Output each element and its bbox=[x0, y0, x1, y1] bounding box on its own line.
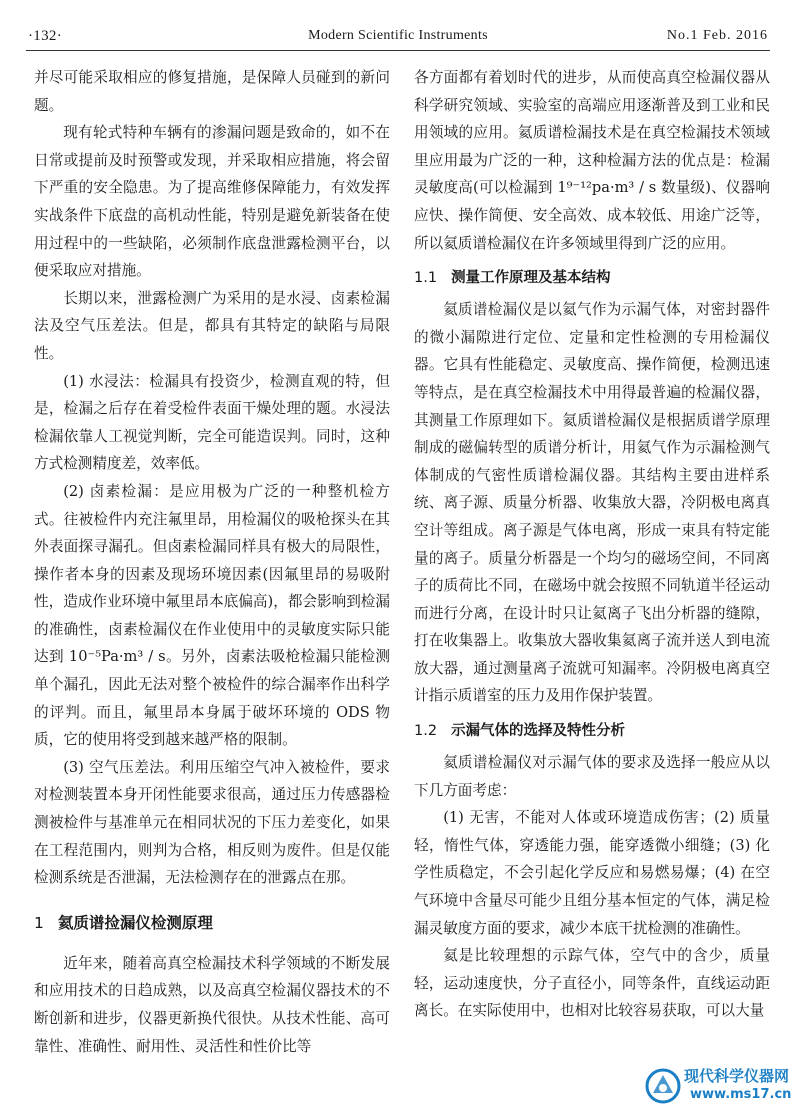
right-column bbox=[414, 64, 770, 1025]
subsection-number: 1.2 bbox=[414, 723, 438, 740]
journal-title: Modern Scientific Instruments bbox=[308, 28, 488, 43]
left-column bbox=[34, 64, 390, 1060]
subsection-heading bbox=[414, 718, 770, 745]
paragraph: 氦是比较理想的示踪气体，空气中的含少，质量轻，运动速度快，分子直径小，同等条件，直线运动距离长。在实际使用中，也相对比较容易获取，可以大量 bbox=[414, 947, 770, 1020]
subsection-heading bbox=[414, 265, 770, 292]
paragraph: (1) 水浸法：检漏具有投资少，检测直观的特，但是，检漏之后存在着受检件表面干燥处理的题。水浸法检漏依靠人工视觉判断，完全可能造误判。同时，这种方式检测精度差，效率低。 bbox=[34, 372, 390, 473]
paragraph: 氦质谱检漏仪对示漏气体的要求及选择一般应从以下几方面考虑： bbox=[414, 754, 770, 799]
section-number: 1 bbox=[34, 913, 44, 932]
section-title: 氦质谱捡漏仪检测原理 bbox=[57, 913, 213, 932]
paragraph: (2) 卤素检漏：是应用极为广泛的一种整机检方式。往被检件内充注氟里昂，用检漏仪的吸枪探头在其外表面探寻漏孔。但卤素检漏同样具有极大的局限性，操作者本身的因素及现场环境因素(因氟里昂的易吸附性，造成作业环境中氟里昂本底偏高)，都会影响到检漏的准确性，卤素检漏仪在作业使用中的灵敏度实际只能达到 10⁻⁵Pa·m³ / s。另外，卤素法吸枪检漏只能检测单个漏孔，因此无法对整个被检件的综合漏率作出科学的评判。而且，氟里昂本身属于破坏环境的 ODS 物质，它的使用将受到越来越严格的限制。 bbox=[34, 482, 390, 749]
paragraph: 各方面都有着划时代的进步，从而使高真空检漏仪器从科学研究领域、实验室的高端应用逐渐普及到工业和民用领域的应用。氦质谱检漏技术是在真空检漏技术领域里应用最为广泛的一种，这种检漏方法的优点是：检漏灵敏度高(可以检漏到 1⁹⁻¹²pa·m³ / s 数量级)、仪器响应快、操作简便、安全高效、成本较低、用途广泛等，所以氦质谱检漏仪在许多领域里得到广泛的应用。 bbox=[414, 69, 770, 252]
page-number: ·132· bbox=[28, 28, 62, 44]
paragraph: (3) 空气压差法。利用压缩空气冲入被检件，要求对检测装置本身开闭性能要求很高，通过压力传感器检测被检件与基准单元在相同状况的下压力差变化，如果在工程范围内，则判为合格，相反则为废件。但是仅能检测系统是否泄漏，无法检测存在的泄露点在那。 bbox=[34, 758, 390, 887]
paragraph: 近年来，随着高真空检漏技术科学领域的不断发展和应用技术的日趋成熟，以及高真空检漏仪器技术的不断创新和进步，仪器更新换代很快。从技术性能、高可靠性、准确性、耐用性、灵活性和性价比等 bbox=[34, 954, 390, 1055]
subsection-title: 示漏气体的选择及特性分析 bbox=[451, 723, 626, 740]
subsection-number: 1.1 bbox=[414, 270, 438, 287]
paragraph: (1) 无害，不能对人体或环境造成伤害；(2) 质量轻，惰性气体，穿透能力强，能穿透微小细缝；(3) 化学性质稳定，不会引起化学反应和易燃易爆；(4) 在空气环境中含量尽可能少且组分基本恒定的气体，满足检漏灵敏度方面的要求，减少本底干扰检测的准确性。 bbox=[414, 809, 770, 937]
subsection-title: 测量工作原理及基本结构 bbox=[451, 270, 611, 287]
section-heading bbox=[34, 910, 390, 936]
running-header bbox=[26, 24, 770, 51]
site-watermark bbox=[644, 1065, 794, 1109]
paragraph: 现有轮式特种车辆有的渗漏问题是致命的，如不在日常或提前及时预警或发现，并采取相应措施，将会留下严重的安全隐患。为了提高维修保障能力，有效发挥实战条件下底盘的高机动性能，特别是避免新装备在使用过程中的一些缺陷，必须制作底盘泄露检测平台，以便采取应对措施。 bbox=[34, 124, 390, 280]
paragraph: 并尽可能采取相应的修复措施，是保障人员碰到的新问题。 bbox=[34, 69, 390, 114]
paragraph: 长期以来，泄露检测广为采用的是水浸、卤素检漏法及空气压差法。但是，都具有其特定的缺陷与局限性。 bbox=[34, 289, 390, 362]
watermark-url: www.ms17.cn bbox=[690, 1087, 792, 1102]
watermark-name: 现代科学仪器网 bbox=[684, 1067, 790, 1085]
issue-info: No.1 Feb. 2016 bbox=[666, 28, 768, 43]
watermark-logo-icon bbox=[644, 1067, 682, 1105]
paragraph: 氦质谱检漏仪是以氦气作为示漏气体，对密封器件的微小漏隙进行定位、定量和定性检测的专用检漏仪器。它具有性能稳定、灵敏度高、操作简便，检测迅速等特点，是在真空检漏技术中用得最普遍的检漏仪器，其测量工作原理如下。氦质谱检漏仪是根据质谱学原理制成的磁偏转型的质谱分析计，用氦气作为示漏检测气体制成的气密性质谱检漏仪器。其结构主要由进样系统、离子源、质量分析器、收集放大器，冷阴极电离真空计等组成。离子源是气体电离，形成一束具有特定能量的离子。质量分析器是一个均匀的磁场空间，不同离子的质荷比不同，在磁场中就会按照不同轨道半径运动而进行分离，在设计时只让氦离子飞出分析器的缝隙，打在收集器上。收集放大器收集氦离子流并送人到电流放大器，通过测量离子流就可知漏率。冷阴极电离真空计指示质谱室的压力及用作保护装置。 bbox=[414, 301, 770, 705]
